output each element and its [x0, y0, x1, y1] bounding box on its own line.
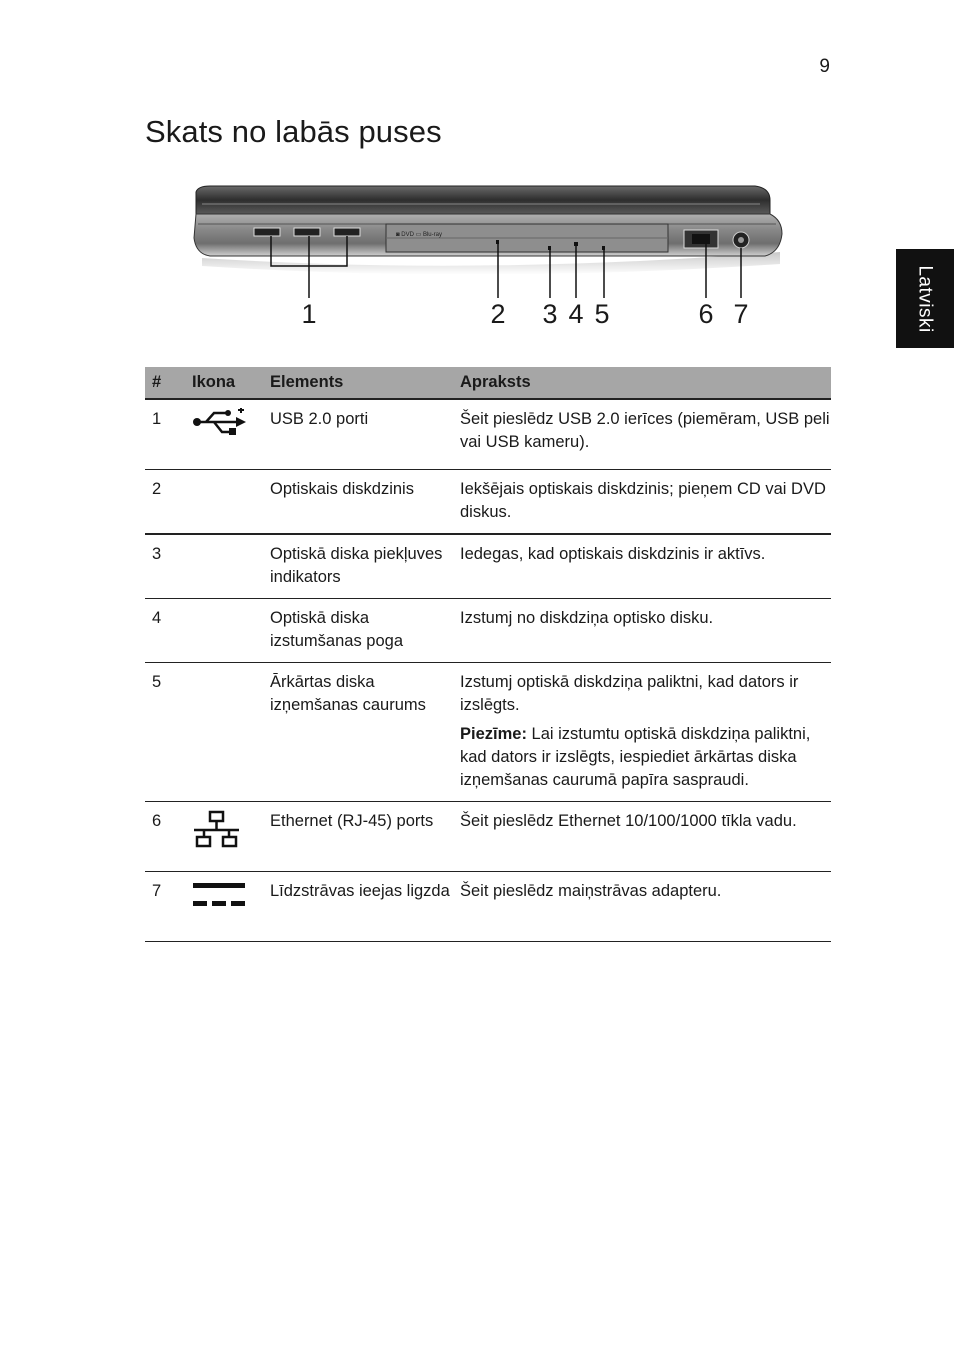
row-element: USB 2.0 porti — [270, 399, 460, 469]
callout-2: 2 — [490, 299, 506, 329]
note-label: Piezīme: — [460, 724, 527, 743]
usb-icon — [192, 408, 250, 442]
header-element: Elements — [270, 367, 460, 399]
row-number: 7 — [145, 871, 192, 941]
table-header-row — [145, 367, 831, 399]
table-row — [145, 399, 831, 469]
table-row — [145, 801, 831, 871]
row-element: Līdzstrāvas ieejas ligzda — [270, 871, 460, 941]
header-number: # — [145, 367, 192, 399]
ports-table — [145, 367, 831, 942]
table-row — [145, 598, 831, 662]
row-description: Izstumj no diskdziņa optisko disku. — [460, 608, 714, 627]
language-tab-label: Latviski — [915, 264, 937, 333]
callout-3: 3 — [542, 299, 558, 329]
row-element: Optiskais diskdzinis — [270, 469, 460, 534]
row-note — [460, 723, 831, 792]
callout-6: 6 — [698, 299, 714, 329]
header-icon: Ikona — [192, 367, 270, 399]
dc-power-icon — [192, 880, 246, 910]
row-element: Optiskā diska izstumšanas poga — [270, 598, 460, 662]
row-description: Iedegas, kad optiskais diskdzinis ir aktīvs. — [460, 544, 766, 563]
note-text: Lai izstumtu optiskā diskdziņa paliktni, kad dators ir izslēgts, iespiediet ārkārtas diska izņemšanas caurumā papīra saspraudi. — [460, 724, 811, 789]
callout-4: 4 — [568, 299, 584, 329]
callout-1: 1 — [301, 299, 317, 329]
row-number: 1 — [145, 399, 192, 469]
language-tab — [896, 249, 954, 348]
laptop-right-side-figure — [180, 180, 800, 340]
callout-5: 5 — [594, 299, 610, 329]
table-row — [145, 871, 831, 941]
table-row — [145, 534, 831, 599]
svg-text:◙ DVD ▭ Blu-ray: ◙ DVD ▭ Blu-ray — [396, 232, 442, 238]
table-row — [145, 469, 831, 534]
page-title: Skats no labās puses — [145, 114, 442, 149]
header-description: Apraksts — [460, 367, 831, 399]
row-description: Šeit pieslēdz Ethernet 10/100/1000 tīkla vadu. — [460, 811, 797, 830]
row-number: 3 — [145, 534, 192, 599]
row-description: Izstumj optiskā diskdziņa paliktni, kad dators ir izslēgts. — [460, 672, 799, 714]
row-description: Šeit pieslēdz USB 2.0 ierīces (piemēram, USB peli vai USB kameru). — [460, 410, 830, 451]
table-row — [145, 662, 831, 801]
row-number: 5 — [145, 662, 192, 801]
row-element: Ethernet (RJ-45) ports — [270, 801, 460, 871]
page-number: 9 — [819, 56, 830, 77]
row-description: Iekšējais optiskais diskdzinis; pieņem CD vai DVD diskus. — [460, 479, 826, 521]
row-number: 6 — [145, 801, 192, 871]
network-icon — [192, 810, 242, 850]
row-element: Optiskā diska piekļuves indikators — [270, 534, 460, 599]
row-number: 4 — [145, 598, 192, 662]
row-number: 2 — [145, 469, 192, 534]
callout-7: 7 — [733, 299, 749, 329]
row-element: Ārkārtas diska izņemšanas caurums — [270, 662, 460, 801]
row-description: Šeit pieslēdz maiņstrāvas adapteru. — [460, 881, 722, 900]
